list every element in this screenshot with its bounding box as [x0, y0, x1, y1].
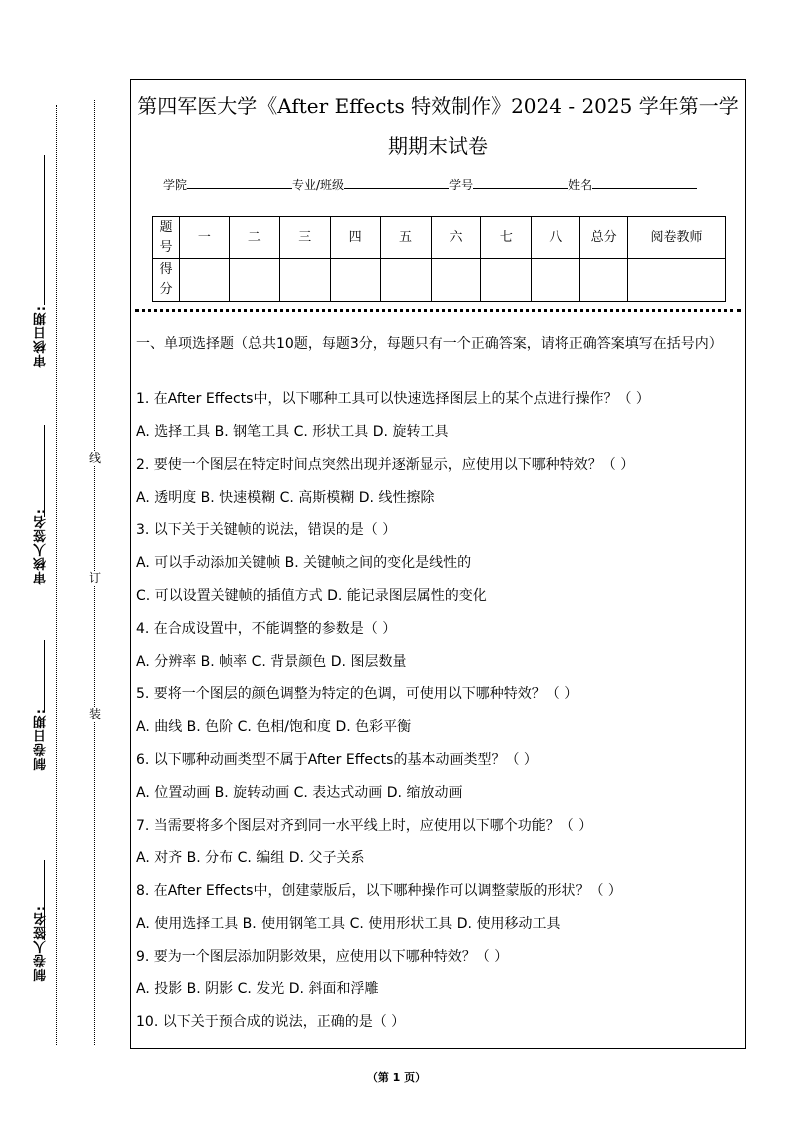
total-score-cell: 总分 [580, 217, 628, 259]
score-table-header-row [153, 217, 726, 259]
score-table-score-row [153, 259, 726, 302]
header-cell-1: 一 [179, 217, 229, 259]
question-line: A. 曲线 B. 色阶 C. 色相/饱和度 D. 色彩平衡 [136, 719, 412, 735]
question-line: 3. 以下关于关键帧的说法，错误的是（ ） [136, 522, 397, 538]
signature-line-3 [44, 640, 45, 712]
dotted-separator [135, 309, 741, 312]
compile-date-label: 制卷日期: [34, 708, 49, 771]
question-line: A. 可以手动添加关键帧 B. 关键帧之间的变化是线性的 [136, 555, 472, 571]
score-input-4[interactable] [330, 259, 380, 302]
header-cell-3: 三 [279, 217, 330, 259]
question-line: 1. 在After Effects中，以下哪种工具可以快速选择图层上的某个点进行操作？（ ） [136, 391, 650, 407]
score-input-total[interactable] [580, 259, 628, 302]
student-id-blank[interactable] [473, 178, 568, 189]
binding-margin [0, 0, 128, 1122]
cut-mark-bind: 订 [88, 571, 101, 585]
question-number-cell: 题号 [153, 217, 180, 259]
header-cell-5: 五 [380, 217, 431, 259]
header-cell-7: 七 [481, 217, 532, 259]
exam-paper [130, 79, 746, 1049]
header-cell-4: 四 [330, 217, 380, 259]
question-line: A. 选择工具 B. 钢笔工具 C. 形状工具 D. 旋转工具 [136, 424, 449, 440]
name-label: 姓名 [568, 178, 593, 192]
major-class-label: 专业/班级 [292, 178, 345, 192]
major-class-blank[interactable] [344, 178, 449, 189]
outer-dotted-line [56, 105, 57, 1045]
grader-input[interactable] [628, 259, 726, 302]
name-blank[interactable] [592, 178, 697, 189]
score-input-5[interactable] [380, 259, 431, 302]
review-date-label: 审核日期: [34, 305, 49, 368]
page-number: （第 1 页） [366, 1071, 427, 1084]
score-input-8[interactable] [532, 259, 580, 302]
cut-mark-mount: 装 [88, 707, 101, 721]
student-id-label: 学号 [449, 178, 474, 192]
question-line: 7. 当需要将多个图层对齐到同一水平线上时，应使用以下哪个功能？（ ） [136, 818, 593, 834]
reviewer-signature-label: 审核人签名: [34, 508, 49, 585]
section-heading: 一、单项选择题（总共10题，每题3分，每题只有一个正确答案，请将正确答案填写在括号内） [136, 336, 723, 352]
score-label-cell: 得分 [153, 259, 180, 302]
compiler-signature-label: 制卷人签名: [34, 905, 49, 982]
exam-title-line1: 第四军医大学《After Effects 特效制作》2024 - 2025 学年第一学 [137, 94, 739, 118]
college-blank[interactable] [187, 178, 292, 189]
grader-cell: 阅卷教师 [628, 217, 726, 259]
signature-line-2 [44, 425, 45, 517]
exam-title-line2: 期期末试卷 [388, 134, 488, 158]
question-line: A. 使用选择工具 B. 使用钢笔工具 C. 使用形状工具 D. 使用移动工具 [136, 916, 561, 932]
question-line: 8. 在After Effects中，创建蒙版后，以下哪种操作可以调整蒙版的形状？（ ） [136, 883, 622, 899]
question-line: 2. 要使一个图层在特定时间点突然出现并逐渐显示，应使用以下哪种特效？（ ） [136, 457, 635, 473]
score-input-1[interactable] [179, 259, 229, 302]
question-line: C. 可以设置关键帧的插值方式 D. 能记录图层属性的变化 [136, 588, 487, 604]
question-line: 5. 要将一个图层的颜色调整为特定的色调，可使用以下哪种特效？（ ） [136, 686, 579, 702]
college-label: 学院 [163, 178, 188, 192]
header-cell-8: 八 [532, 217, 580, 259]
question-line: 4. 在合成设置中，不能调整的参数是（ ） [136, 621, 397, 637]
score-table [152, 216, 726, 302]
score-input-2[interactable] [229, 259, 279, 302]
student-info-row [163, 176, 697, 193]
cut-mark-line: 线 [88, 451, 101, 465]
question-line: 10. 以下关于预合成的说法，正确的是（ ） [136, 1014, 406, 1030]
question-line: A. 投影 B. 阴影 C. 发光 D. 斜面和浮雕 [136, 981, 379, 997]
score-input-7[interactable] [481, 259, 532, 302]
score-input-6[interactable] [431, 259, 481, 302]
score-input-3[interactable] [279, 259, 330, 302]
header-cell-6: 六 [431, 217, 481, 259]
question-line: A. 透明度 B. 快速模糊 C. 高斯模糊 D. 线性擦除 [136, 490, 435, 506]
question-line: A. 对齐 B. 分布 C. 编组 D. 父子关系 [136, 850, 365, 866]
question-line: A. 位置动画 B. 旋转动画 C. 表达式动画 D. 缩放动画 [136, 785, 463, 801]
header-cell-2: 二 [229, 217, 279, 259]
question-line: A. 分辨率 B. 帧率 C. 背景颜色 D. 图层数量 [136, 654, 407, 670]
signature-line-1 [44, 155, 45, 305]
question-line: 6. 以下哪种动画类型不属于After Effects的基本动画类型？（ ） [136, 752, 538, 768]
question-line: 9. 要为一个图层添加阴影效果，应使用以下哪种特效？（ ） [136, 949, 509, 965]
